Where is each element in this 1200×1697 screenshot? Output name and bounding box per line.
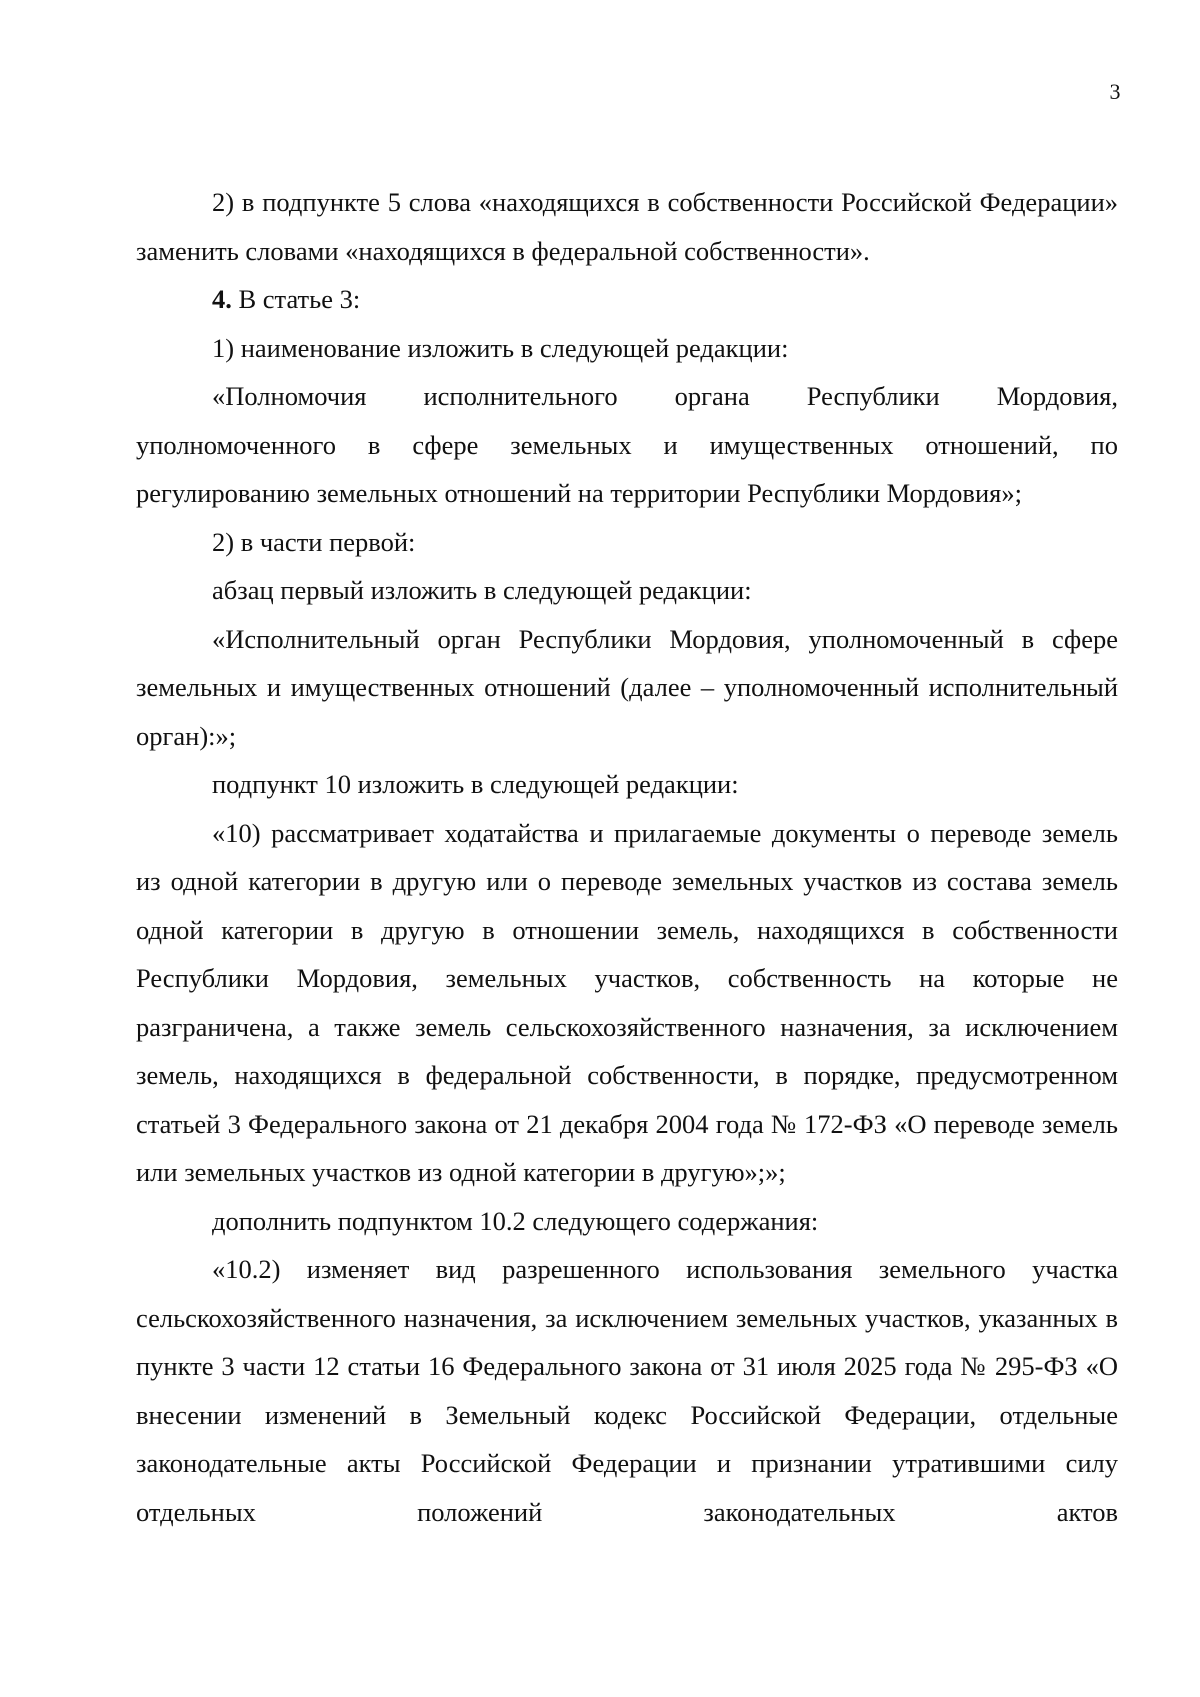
paragraph-part-one: 2) в части первой:	[212, 526, 416, 557]
page-number: 3	[1109, 79, 1121, 104]
paragraph-first-abzac: абзац первый изложить в следующей редакции:	[212, 575, 752, 605]
paragraph-executive-body: «Исполнительный орган Республики Мордовия, уполномоченный в сфере земельных и имущественных отношений (далее – уполномоченный исполнительный орган):»;	[136, 623, 1118, 751]
paragraph-new-title: «Полномочия исполнительного органа Республики Мордовия, уполномоченного в сфере земельных и имущественных отношений, по регулированию земельных отношений на территории Республики Мордовия»;	[136, 381, 1118, 508]
paragraph-name-edit: 1) наименование изложить в следующей редакции:	[212, 332, 789, 363]
paragraph-subitem-10-text: «10) рассматривает ходатайства и прилагаемые документы о переводе земель из одной категории в другую или о переводе земельных участков из состава земель одной категории в другую в отношении земель, находящихся в собственности Республики Мордовия, земельных участков, собственность на которые не разграничена, а также земель сельскохозяйственного назначения, за исключением земель, находящихся в федеральной собственности, в порядке, предусмотренном статьей 3 Федерального закона от 21 декабря 2004 года № 172-ФЗ «О переводе земель или земельных участков из одной категории в другую»;»;	[136, 817, 1118, 1187]
section-number: 4.	[212, 284, 232, 314]
paragraph-article-3-heading	[136, 275, 1118, 324]
document-body	[136, 178, 1118, 1536]
section-heading-text: В статье 3:	[238, 284, 361, 314]
paragraph-add-subitem-10-2: дополнить подпунктом 10.2 следующего содержания:	[212, 1205, 819, 1236]
paragraph-subitem-10-2-text: «10.2) изменяет вид разрешенного использования земельного участка сельскохозяйственного назначения, за исключением земельных участков, указанных в пункте 3 части 12 статьи 16 Федерального закона от 31 июля 2025 года № 295-ФЗ «О внесении изменений в Земельный кодекс Российской Федерации, отдельные законодательные акты Российской Федерации и признании утратившими силу отдельных положений законодательных актов	[136, 1254, 1118, 1527]
paragraph-subitem-10-edit: подпункт 10 изложить в следующей редакции:	[212, 769, 739, 799]
paragraph-subitem-2-replace: 2) в подпункте 5 слова «находящихся в собственности Российской Федерации» заменить словами «находящихся в федеральной собственности».	[136, 187, 1118, 266]
